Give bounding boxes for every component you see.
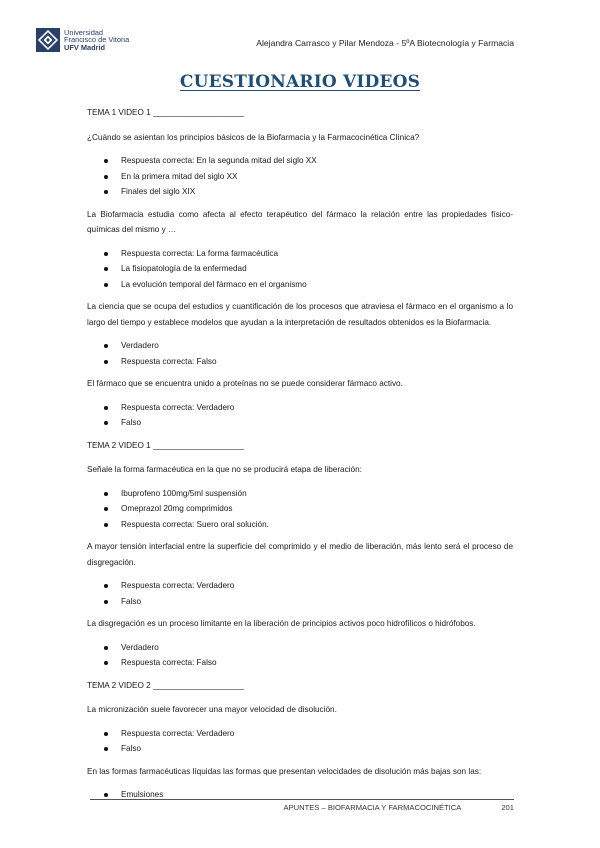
- question-text: En las formas farmacéuticas líquidas las formas que presentan velocidades de disolución más bajas son las:: [87, 766, 482, 776]
- answer-option: Respuesta correcta: Verdadero: [87, 578, 513, 594]
- section-heading: TEMA 2 VIDEO 1 ____________________: [87, 440, 245, 450]
- question-text: La disgregación es un proceso limitante en la liberación de principios activos poco hidrofílicos o hidrófobos.: [87, 619, 476, 628]
- section-heading: TEMA 2 VIDEO 2 ____________________: [87, 680, 245, 690]
- question-text: El fármaco que se encuentra unido a proteínas no se puede considerar fármaco activo.: [87, 379, 403, 388]
- logo-line: UFV Madrid: [64, 42, 106, 52]
- header-authors: Alejandra Carrasco y Pilar Mendoza - 5ºA Biotecnología y Farmacia: [256, 38, 514, 48]
- question-text: La ciencia que se ocupa del estudios y cuantificación de los procesos que atraviesa el fármaco en el organismo a lo largo del tiempo y establece modelos que ayudan a la interpretación de resultados obtenidos es la Biofarmacia.: [87, 302, 513, 327]
- logo-line: Francisco de Vitoria: [64, 35, 130, 45]
- answer-options: [87, 486, 513, 533]
- section-heading: TEMA 1 VIDEO 1 ____________________: [87, 108, 245, 117]
- answer-option: Respuesta correcta: En la segunda mitad del siglo XX: [87, 153, 513, 169]
- answer-options: [87, 787, 513, 803]
- answer-option: Falso: [87, 415, 513, 431]
- page-footer: [284, 803, 514, 812]
- answer-option: Verdadero: [87, 338, 513, 354]
- logo-line: Universidad: [64, 27, 104, 37]
- answer-option: En la primera mitad del siglo XX: [87, 169, 513, 185]
- footer-divider: [90, 799, 514, 800]
- answer-option: La fisiopatología de la enfermedad: [87, 261, 513, 277]
- answer-options: [87, 578, 513, 609]
- answer-option: Verdadero: [87, 640, 513, 656]
- answer-option: Respuesta correcta: Falso: [87, 655, 513, 671]
- answer-option: La evolución temporal del fármaco en el organismo: [87, 277, 513, 293]
- answer-option: Falso: [87, 594, 513, 610]
- footer-subject: APUNTES – BIOFARMACIA Y FARMACOCINÉTICA: [283, 803, 462, 812]
- answer-option: Respuesta correcta: La forma farmacéutica: [87, 246, 513, 262]
- answer-options: [87, 153, 513, 200]
- answer-option: Omeprazol 20mg comprimidos: [87, 501, 513, 517]
- questionnaire-content: [87, 105, 513, 810]
- answer-options: [87, 338, 513, 369]
- answer-option: Falso: [87, 741, 513, 757]
- question-text: Señale la forma farmacéutica en la que no se producirá etapa de liberación:: [87, 465, 362, 474]
- answer-options: [87, 246, 513, 293]
- question-text: A mayor tensión interfacial entre la superficie del comprimido y el medio de liberación, más lento será el proceso de disgregación.: [87, 542, 513, 567]
- answer-option: Ibuprofeno 100mg/5ml suspensión: [87, 486, 513, 502]
- answer-option: Respuesta correcta: Falso: [87, 354, 513, 370]
- answer-option: Respuesta correcta: Suero oral solución.: [87, 517, 513, 533]
- logo-text: [64, 29, 129, 52]
- answer-option: Respuesta correcta: Verdadero: [87, 726, 513, 742]
- answer-options: [87, 400, 513, 431]
- answer-option: Respuesta correcta: Verdadero: [87, 400, 513, 416]
- answer-option: Finales del siglo XIX: [87, 184, 513, 200]
- answer-options: [87, 726, 513, 757]
- ufv-emblem-icon: [36, 28, 60, 52]
- page-title: CUESTIONARIO VIDEOS: [179, 72, 421, 92]
- page-number: 201: [501, 803, 514, 812]
- question-text: La micronización suele favorecer una mayor velocidad de disolución.: [87, 705, 337, 714]
- question-text: ¿Cuándo se asientan los principios básicos de la Biofarmacia y la Farmacocinética Clínica?: [87, 132, 420, 142]
- answer-option: Emulsiones: [87, 787, 513, 803]
- university-logo: [36, 28, 129, 52]
- answer-options: [87, 640, 513, 671]
- question-text: La Biofarmacia estudia como afecta al efecto terapéutico del fármaco la relación entre las propiedades físico-químicas del mismo y …: [87, 209, 513, 234]
